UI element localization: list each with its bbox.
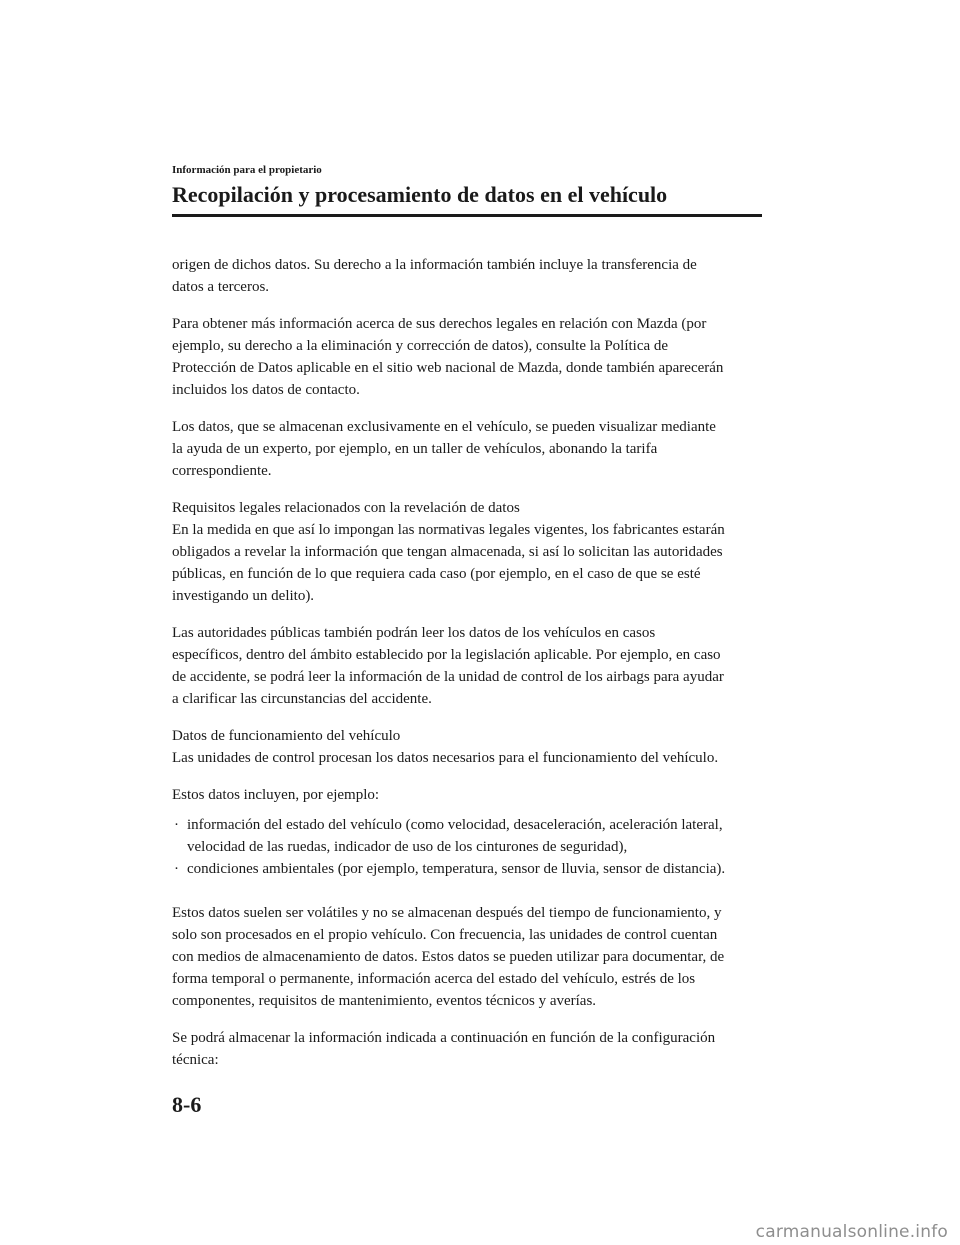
paragraph-3	[172, 416, 762, 482]
text-line: solo son procesados en el propio vehículo. Con frecuencia, las unidades de control cuentan	[172, 927, 718, 943]
text-line: origen de dichos datos. Su derecho a la información también incluye la transferencia de	[172, 257, 697, 273]
text-line: Protección de Datos aplicable en el sitio web nacional de Mazda, donde también aparecerán	[172, 360, 724, 376]
text-line: de accidente, se podrá leer la información de la unidad de control de los airbags para ayudar	[172, 669, 724, 685]
text-line: a clarificar las circunstancias del accidente.	[172, 691, 432, 707]
text-line: la ayuda de un experto, por ejemplo, en un taller de vehículos, abonando la tarifa	[172, 441, 658, 457]
text-line: incluidos los datos de contacto.	[172, 382, 360, 398]
text-line: ejemplo, su derecho a la eliminación y corrección de datos), consulte la Política de	[172, 338, 669, 354]
text-line: componentes, requisitos de mantenimiento, eventos técnicos y averías.	[172, 993, 597, 1009]
text-line: Se podrá almacenar la información indicada a continuación en función de la configuración	[172, 1030, 716, 1046]
paragraph-5	[172, 622, 762, 710]
paragraph-6	[172, 725, 762, 769]
body-text	[172, 254, 762, 1086]
paragraph-1	[172, 254, 762, 298]
text-line: técnica:	[172, 1052, 219, 1068]
text-line: Estos datos incluyen, por ejemplo:	[172, 787, 380, 803]
text-line: correspondiente.	[172, 463, 272, 479]
text-line: Las autoridades públicas también podrán leer los datos de los vehículos en casos	[172, 625, 656, 641]
subheading-operating-data: Datos de funcionamiento del vehículo	[172, 728, 401, 744]
text-line: forma temporal o permanente, información acerca del estado del vehículo, estrés de los	[172, 971, 696, 987]
title-rule	[172, 214, 762, 217]
text-line: condiciones ambientales (por ejemplo, temperatura, sensor de lluvia, sensor de distancia).	[187, 861, 726, 877]
watermark: carmanualsonline.info	[755, 1222, 948, 1242]
paragraph-9	[172, 1027, 762, 1071]
text-line: velocidad de las ruedas, indicador de uso de los cinturones de seguridad),	[187, 839, 628, 855]
paragraph-8	[172, 902, 762, 1012]
text-line: específicos, dentro del ámbito establecido por la legislación aplicable. Por ejemplo, en caso	[172, 647, 721, 663]
text-line: datos a terceros.	[172, 279, 270, 295]
bullet-mark: ·	[174, 861, 179, 877]
text-line: Estos datos suelen ser volátiles y no se almacenan después del tiempo de funcionamiento, y	[172, 905, 722, 921]
page-title: Recopilación y procesamiento de datos en el vehículo	[172, 182, 668, 207]
page-number: 8-6	[172, 1092, 202, 1117]
text-line: información del estado del vehículo (como velocidad, desaceleración, aceleración lateral,	[187, 817, 723, 833]
text-line: Los datos, que se almacenan exclusivamente en el vehículo, se pueden visualizar mediante	[172, 419, 716, 435]
bullet-list	[172, 814, 762, 880]
text-line: investigando un delito).	[172, 588, 315, 604]
list-item	[172, 814, 762, 858]
text-line: obligados a revelar la información que tengan almacenada, si así lo solicitan las autoridades	[172, 544, 723, 560]
paragraph-2	[172, 313, 762, 401]
paragraph-7	[172, 784, 762, 806]
bullet-mark: ·	[174, 817, 179, 833]
text-line: públicas, en función de lo que requiera cada caso (por ejemplo, en el caso de que se esté	[172, 566, 701, 582]
paragraph-4	[172, 497, 762, 607]
text-line: con medios de almacenamiento de datos. Estos datos se pueden utilizar para documentar, de	[172, 949, 725, 965]
text-line: Las unidades de control procesan los datos necesarios para el funcionamiento del vehículo.	[172, 750, 719, 766]
text-line: En la medida en que así lo impongan las normativas legales vigentes, los fabricantes estarán	[172, 522, 725, 538]
subheading-legal-requirements: Requisitos legales relacionados con la revelación de datos	[172, 500, 520, 516]
text-line: Para obtener más información acerca de sus derechos legales en relación con Mazda (por	[172, 316, 707, 332]
list-item	[172, 858, 762, 880]
section-label: Información para el propietario	[172, 164, 322, 176]
